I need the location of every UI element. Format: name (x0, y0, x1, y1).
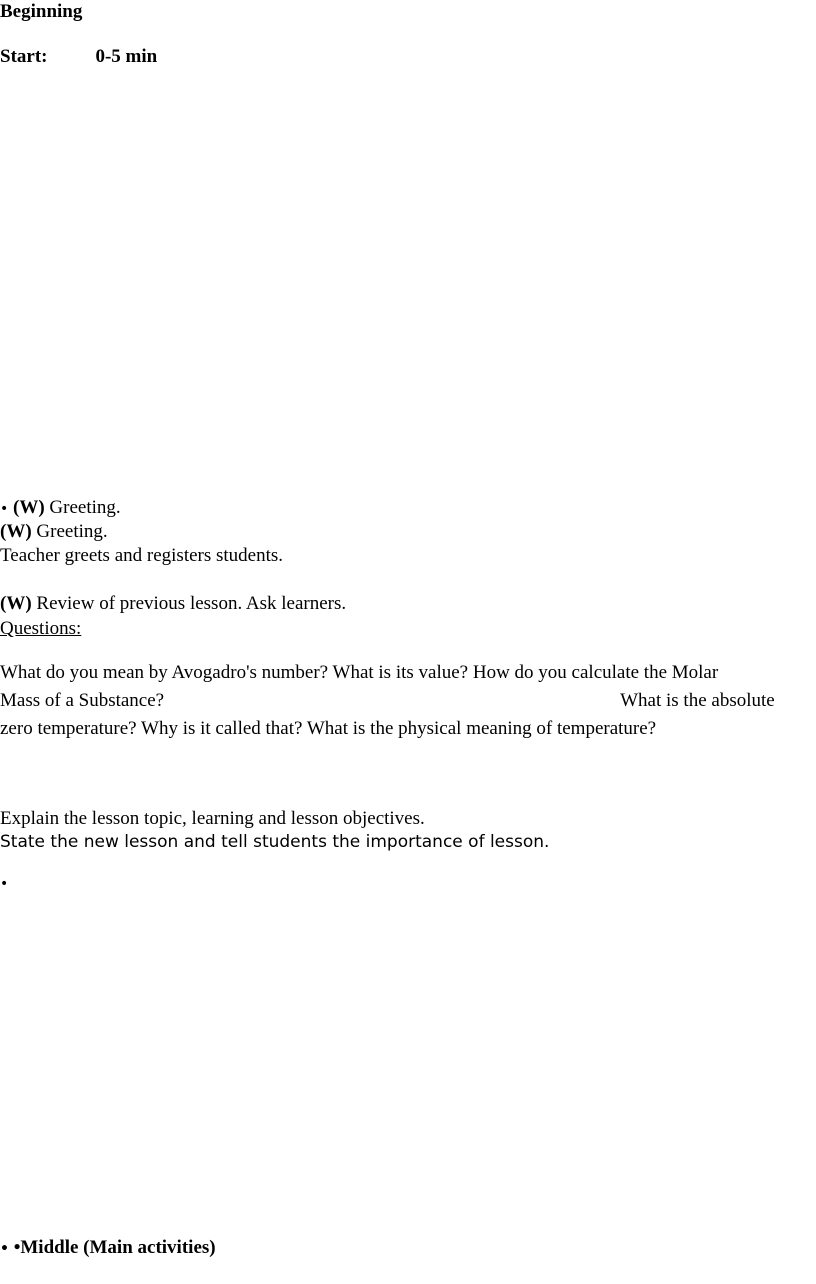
bullet-icon: • (0, 501, 9, 517)
greeting-text: Greeting. (49, 497, 121, 518)
inner-bullet-icon: • (13, 1237, 21, 1258)
review-text: Review of previous lesson. Ask learners. (36, 593, 347, 614)
questions-line-2 (0, 690, 775, 712)
questions-line-1: What do you mean by Avogadro's number? What is its value? How do you calculate the Molar (0, 662, 719, 683)
greeting-marker: (W) (13, 497, 45, 518)
review-row (0, 593, 346, 615)
questions-line-2-left: Mass of a Substance? (0, 690, 165, 711)
questions-label: Questions: (0, 618, 82, 639)
bullet-icon: • (0, 1241, 9, 1257)
start-row (0, 46, 157, 68)
register-text: Teacher greets and registers students. (0, 545, 284, 566)
greeting-text-2: Greeting. (36, 521, 108, 542)
section-title: Beginning (0, 1, 83, 22)
greeting-bullet-row (0, 497, 121, 519)
explain-text: Explain the lesson topic, learning and lesson objectives. (0, 808, 425, 829)
review-marker: (W) (0, 593, 32, 614)
greeting-marker-2: (W) (0, 521, 32, 542)
empty-bullet-icon: • (0, 876, 9, 892)
questions-line-3: zero temperature? Why is it called that? What is the physical meaning of temperature? (0, 718, 657, 739)
middle-heading (0, 1237, 216, 1259)
state-text: State the new lesson and tell students the importance of lesson. (0, 832, 550, 852)
greeting-row (0, 521, 108, 543)
start-label: Start: (0, 46, 48, 67)
questions-line-2-right: What is the absolute (620, 690, 775, 711)
middle-title: Middle (Main activities) (20, 1237, 216, 1258)
start-time: 0-5 min (95, 46, 158, 67)
